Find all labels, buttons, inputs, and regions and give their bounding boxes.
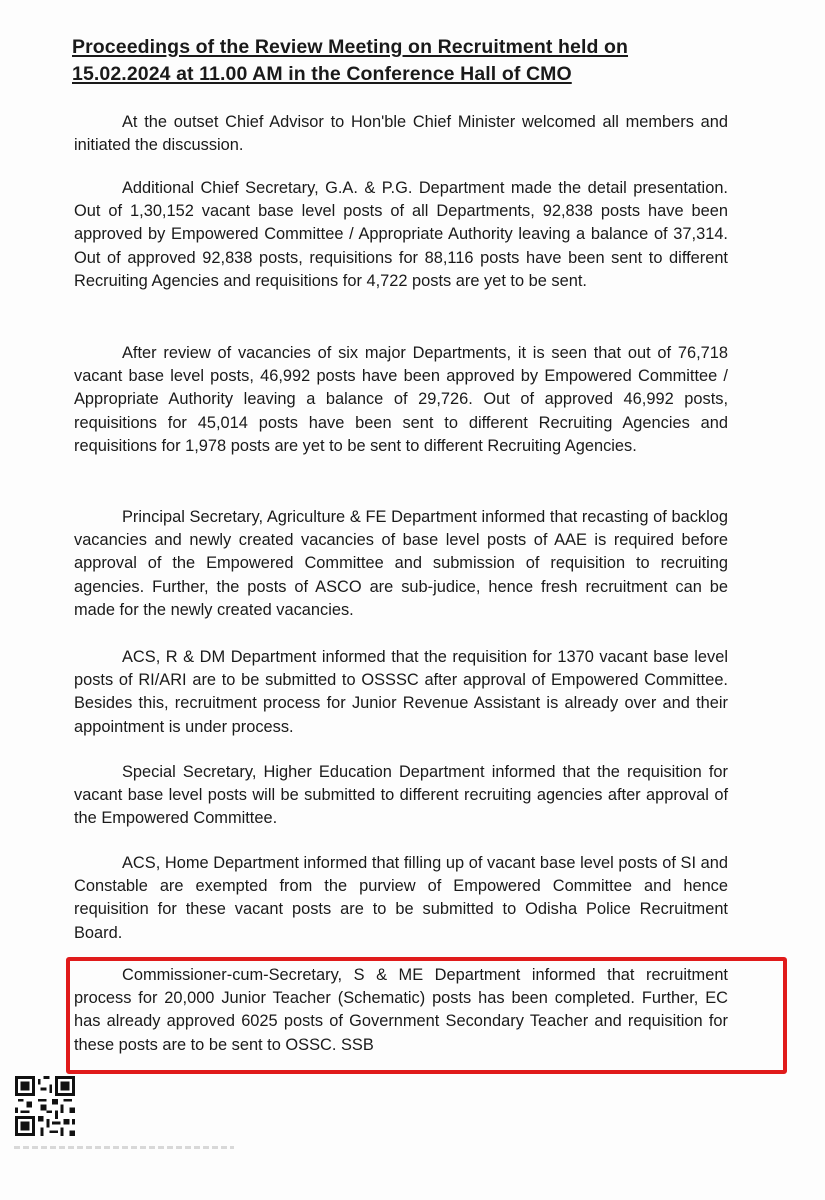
paragraph-home-department: ACS, Home Department informed that filling up of vacant base level posts of SI and Constable are exempted from the purview of Empowered Committee and hence requisition for these vacant posts are to be submitted to Odisha Police Recruitment Board.	[74, 854, 728, 942]
paragraph-six-departments-review: After review of vacancies of six major Departments, it is seen that out of 76,718 vacant base level posts, 46,992 posts have been approved by Empowered Committee / Appropriate Authority leaving a balance of 29,726. Out of approved 46,992 posts, requisitions for 45,014 posts have been sent to different Recruiting Agencies and requisitions for 1,978 posts are yet to be sent to different Recruiting Agencies.	[74, 344, 728, 455]
footer-faint-text	[14, 1146, 234, 1149]
red-highlight-box	[66, 957, 787, 1074]
title-line-1: Proceedings of the Review Meeting on Recruitment held on	[72, 36, 629, 58]
paragraph-agriculture-fe: Principal Secretary, Agriculture & FE Department informed that recasting of backlog vacancies and newly created vacancies of base level posts of AAE is required before approval of the Empowered Committee and submission of requisition to recruiting agencies. Further, the posts of ASCO are sub-judice, hence fresh recruitment can be made for the newly created vacancies.	[74, 508, 728, 619]
paragraph-ga-pg-presentation: Additional Chief Secretary, G.A. & P.G. Department made the detail presentation. Out of 1,30,152 vacant base level posts of all Departments, 92,838 posts have been approved by Empowered Committee / Appropriate Authority leaving a balance of 37,314. Out of approved 92,838 posts, requisitions for 88,116 posts have been sent to different Recruiting Agencies and requisitions for 4,722 posts are yet to be sent.	[74, 179, 728, 290]
paragraph-welcome: At the outset Chief Advisor to Hon'ble Chief Minister welcomed all members and initiated the discussion.	[74, 113, 728, 155]
title-line-2: 15.02.2024 at 11.00 AM in the Conference Hall of CMO	[72, 63, 572, 85]
paragraph-higher-education: Special Secretary, Higher Education Department informed that the requisition for vacant base level posts will be submitted to different recruiting agencies after approval of the Empowered Committee.	[74, 763, 728, 828]
paragraph-r-dm: ACS, R & DM Department informed that the requisition for 1370 vacant base level posts of RI/ARI are to be submitted to OSSSC after approval of Empowered Committee. Besides this, recruitment process for Junior Revenue Assistant is already over and their appointment is under process.	[74, 648, 728, 736]
paragraph-s-me-highlighted: Commissioner-cum-Secretary, S & ME Department informed that recruitment process for 20,000 Junior Teacher (Schematic) posts has been completed. Further, EC has already approved 6025 posts of Government Secondary Teacher and requisition for these posts are to be sent to OSSC. SSB	[74, 966, 728, 1054]
document-title	[72, 34, 752, 88]
qr-code-icon	[14, 1076, 76, 1136]
